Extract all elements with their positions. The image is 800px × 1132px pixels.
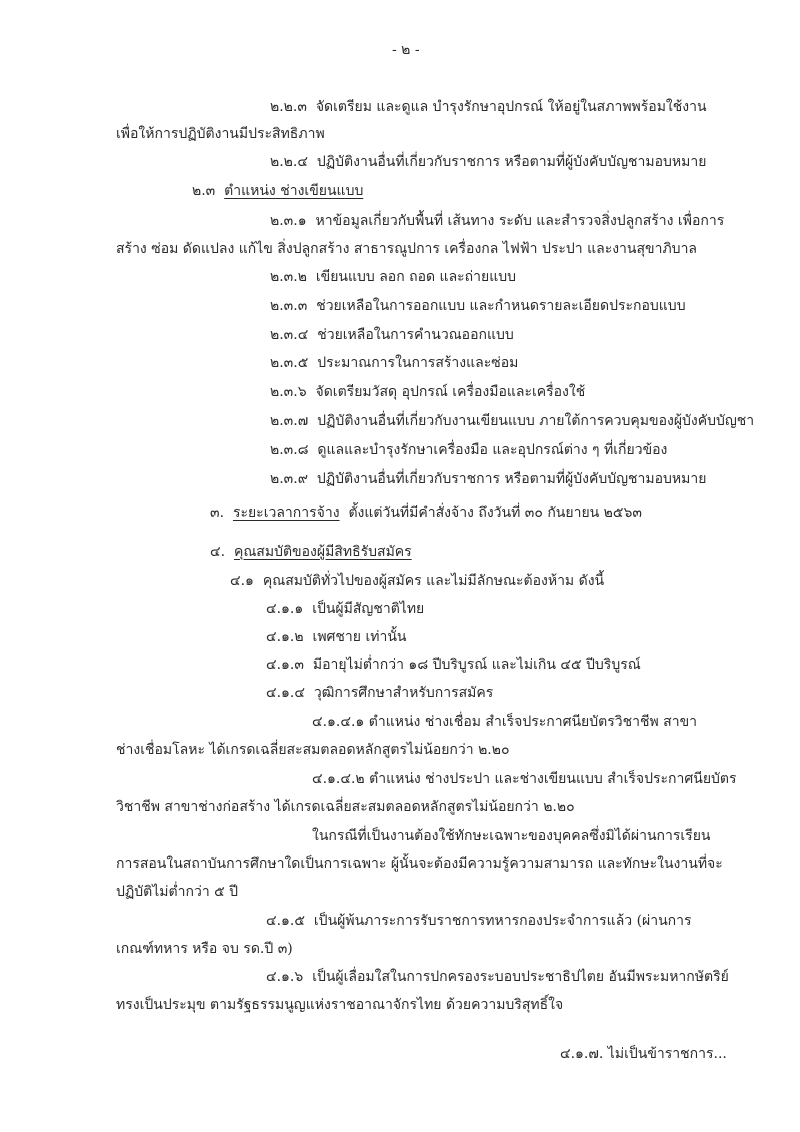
item-text: เพศชาย เท่านั้น <box>312 629 407 645</box>
item-text: ปฏิบัติงานอื่นที่เกี่ยวกับงานเขียนแบบ ภายใต้การควบคุมของผู้บังคับบัญชา <box>317 413 755 429</box>
item-text: เป็นผู้มีสัญชาติไทย <box>312 601 425 617</box>
item-label: ๔.๑.๔.๑ <box>312 714 365 730</box>
item-4-1-4-2-cont: วิชาชีพ สาขาช่างก่อสร้าง ได้เกรดเฉลี่ยสะสมตลอดหลักสูตรไม่น้อยกว่า ๒.๒๐ <box>116 799 575 815</box>
item-label: ๒.๓.๑ <box>270 213 307 229</box>
item-label: ๔.๑.๓ <box>266 657 304 673</box>
item-text: มีอายุไม่ต่ำกว่า ๑๘ ปีบริบูรณ์ และไม่เกิน ๔๕ ปีบริบูรณ์ <box>312 657 641 673</box>
item-4-1-5 <box>266 912 692 930</box>
item-4-1-4 <box>266 684 493 702</box>
item-text: หาข้อมูลเกี่ยวกับพื้นที่ เส้นทาง ระดับ และสำรวจสิ่งปลูกสร้าง เพื่อการ <box>315 213 725 229</box>
section-title: คุณสมบัติของผู้มีสิทธิรับสมัคร <box>233 544 412 560</box>
item-text: จัดเตรียม และดูแล บำรุงรักษาอุปกรณ์ ให้อยู่ในสภาพพร้อมใช้งาน <box>315 99 707 115</box>
item-label: ๒.๓.๔ <box>270 327 309 343</box>
item-2-3-7 <box>270 412 754 430</box>
item-text: ตำแหน่ง ช่างเชื่อม สำเร็จประกาศนียบัตรวิชาชีพ สาขา <box>368 714 697 730</box>
section-title: ระยะเวลาการจ้าง <box>232 505 340 521</box>
item-text: ปฏิบัติงานอื่นที่เกี่ยวกับราชการ หรือตามที่ผู้บังคับบัญชามอบหมาย <box>316 471 707 487</box>
item-2-3-3 <box>270 297 686 315</box>
item-4-1-4-1-cont: ช่างเชื่อมโลหะ ได้เกรดเฉลี่ยสะสมตลอดหลักสูตรไม่น้อยกว่า ๒.๒๐ <box>116 742 510 758</box>
item-4-1 <box>230 572 604 590</box>
item-label: ๓. <box>210 505 225 521</box>
item-label: ๒.๓.๓ <box>270 298 308 314</box>
item-label: ๒.๓.๗ <box>270 413 309 429</box>
item-2-3-5 <box>270 354 518 372</box>
item-4-1-4-1 <box>312 713 697 731</box>
item-label: ๒.๒.๓ <box>270 99 307 115</box>
item-label: ๔.๑.๕ <box>266 913 305 929</box>
paragraph-special-skill-cont-1: การสอนในสถาบันการศึกษาใดเป็นการเฉพาะ ผู้นั้นจะต้องมีความรู้ความสามารถ และทักษะในงานที่จะ <box>116 856 723 872</box>
item-label: ๒.๓.๘ <box>270 442 309 458</box>
item-4-1-3 <box>266 656 641 674</box>
item-2-3-1 <box>270 212 724 230</box>
paragraph-special-skill-cont-2: ปฏิบัติไม่ต่ำกว่า ๕ ปี <box>116 884 239 900</box>
item-label: ๔. <box>210 544 226 560</box>
item-label: ๔.๑.๑ <box>266 601 304 617</box>
item-text: ช่วยเหลือในการออกแบบ และกำหนดรายละเอียดประกอบแบบ <box>316 298 686 314</box>
item-label: ๒.๓ <box>192 183 216 199</box>
item-label: ๒.๓.๙ <box>270 471 308 487</box>
section-title: ตำแหน่ง ช่างเขียนแบบ <box>224 183 364 199</box>
item-label: ๒.๓.๖ <box>270 384 307 400</box>
item-text: จัดเตรียมวัสดุ อุปกรณ์ เครื่องมือและเครื่องใช้ <box>315 384 586 400</box>
item-2-3-1-cont: สร้าง ซ่อม ดัดแปลง แก้ไข สิ่งปลูกสร้าง สาธารณูปการ เครื่องกล ไฟฟ้า ประปา และงานสุขาภิบาล <box>116 241 698 257</box>
item-label: ๒.๓.๒ <box>270 269 307 285</box>
continuation-marker: ๔.๑.๗. ไม่เป็นข้าราชการ... <box>560 1046 727 1062</box>
item-4-1-4-2 <box>312 770 737 788</box>
item-2-3-8 <box>270 441 667 459</box>
item-2-3-6 <box>270 383 585 401</box>
item-text: ปฏิบัติงานอื่นที่เกี่ยวกับราชการ หรือตามที่ผู้บังคับบัญชามอบหมาย <box>316 154 707 170</box>
item-2-2-3 <box>270 98 707 116</box>
item-2-3-9 <box>270 470 706 488</box>
item-text: คุณสมบัติทั่วไปของผู้สมัคร และไม่มีลักษณะต้องห้าม ดังนี้ <box>262 573 605 589</box>
item-2-2-3-cont: เพื่อให้การปฏิบัติงานมีประสิทธิภาพ <box>116 126 325 142</box>
section-4 <box>210 543 412 561</box>
item-text: ตำแหน่ง ช่างประปา และช่างเขียนแบบ สำเร็จประกาศนียบัตร <box>369 771 737 787</box>
item-label: ๔.๑.๖ <box>266 969 304 985</box>
item-label: ๔.๑.๒ <box>266 629 304 645</box>
item-text: ประมาณการในการสร้างและซ่อม <box>317 355 519 371</box>
item-text: เป็นผู้พ้นภาระการรับราชการทหารกองประจำการแล้ว (ผ่านการ <box>313 913 692 929</box>
item-2-3-4 <box>270 326 514 344</box>
section-3 <box>210 504 642 522</box>
item-label: ๔.๑.๔.๒ <box>312 771 365 787</box>
item-4-1-6 <box>266 968 729 986</box>
item-label: ๒.๓.๕ <box>270 355 309 371</box>
item-label: ๔.๑.๔ <box>266 685 305 701</box>
item-2-3-2 <box>270 268 516 286</box>
item-4-1-6-cont: ทรงเป็นประมุข ตามรัฐธรรมนูญแห่งราชอาณาจักรไทย ด้วยความบริสุทธิ์ใจ <box>116 997 564 1013</box>
item-text: วุฒิการศึกษาสำหรับการสมัคร <box>313 685 494 701</box>
section-2-3-heading <box>192 182 363 200</box>
item-4-1-1 <box>266 600 424 618</box>
item-4-1-5-cont: เกณฑ์ทหาร หรือ จบ รด.ปี ๓) <box>116 941 293 957</box>
item-text: ช่วยเหลือในการคำนวณออกแบบ <box>317 327 514 343</box>
item-text: เขียนแบบ ลอก ถอด และถ่ายแบบ <box>315 269 517 285</box>
paragraph-special-skill: ในกรณีที่เป็นงานต้องใช้ทักษะเฉพาะของบุคคลซึ่งมิได้ผ่านการเรียน <box>312 828 711 844</box>
item-text: เป็นผู้เลื่อมใสในการปกครองระบอบประชาธิปไตย อันมีพระมหากษัตริย์ <box>312 969 729 985</box>
item-label: ๔.๑ <box>230 573 254 589</box>
page-number: - ๒ - <box>392 42 420 58</box>
item-label: ๒.๒.๔ <box>270 154 308 170</box>
item-text: ดูแลและบำรุงรักษาเครื่องมือ และอุปกรณ์ต่าง ๆ ที่เกี่ยวข้อง <box>317 442 668 458</box>
item-4-1-2 <box>266 628 406 646</box>
item-text: ตั้งแต่วันที่มีคำสั่งจ้าง ถึงวันที่ ๓๐ กันยายน ๒๕๖๓ <box>348 505 642 521</box>
item-2-2-4 <box>270 153 706 171</box>
